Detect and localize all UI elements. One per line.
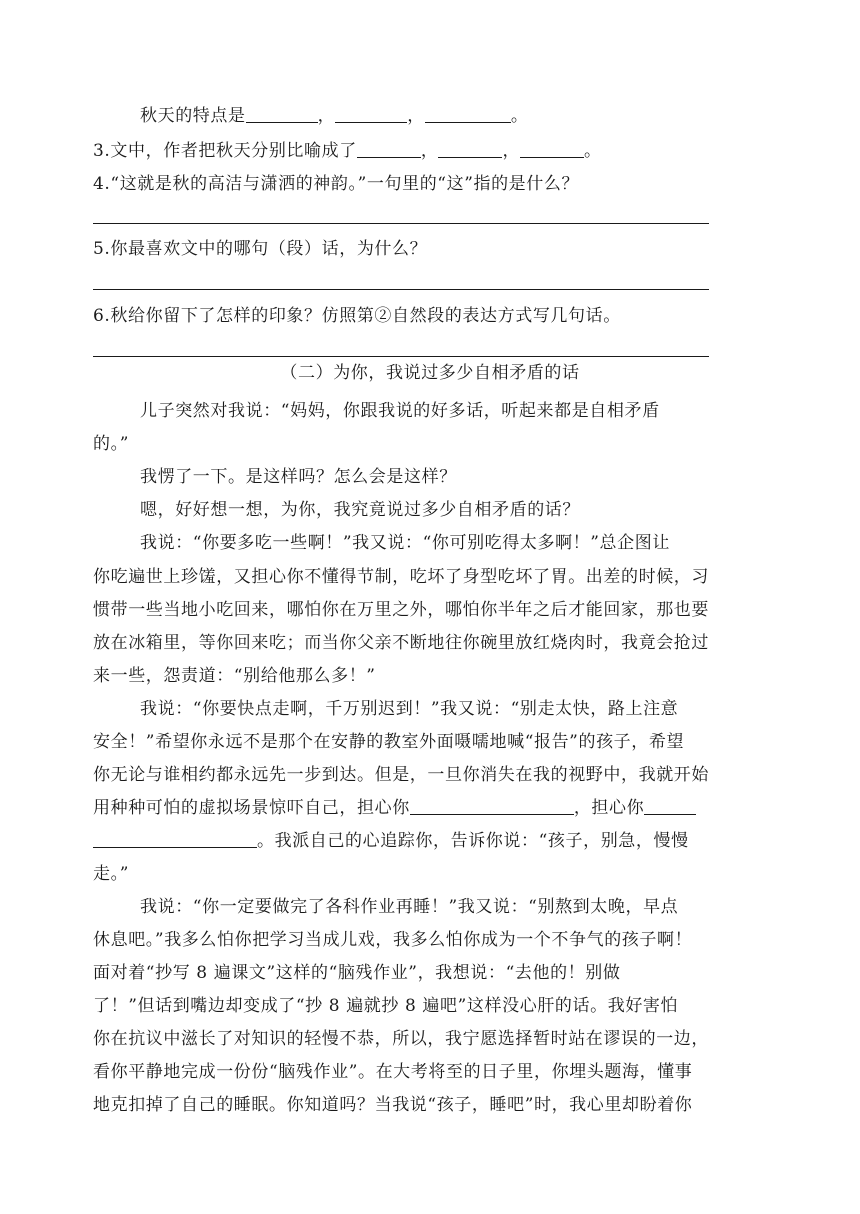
passage-line: 的。” bbox=[93, 434, 129, 454]
separator: ， bbox=[317, 106, 336, 126]
passage-line: 看你平静地完成一份份“脑残作业”。在大考将至的日子里，你埋头题海，懂事 bbox=[93, 1062, 693, 1082]
passage-text: ，担心你 bbox=[573, 798, 645, 818]
passage-line: 地克扣掉了自己的睡眠。你知道吗？当我说“孩子，睡吧”时，我心里却盼着你 bbox=[93, 1095, 693, 1115]
passage-line: 嗯，好好想一想，为你，我究竟说过多少自相矛盾的话？ bbox=[140, 500, 580, 520]
question-5: 5.你最喜欢文中的哪句（段）话，为什么？ bbox=[93, 239, 428, 259]
answer-blank[interactable] bbox=[425, 106, 511, 123]
q2-prefix: 秋天的特点是 bbox=[140, 106, 246, 126]
passage-line: 你无论与谁相约都永远先一步到达。但是，一旦你消失在我的视野中，我就开始 bbox=[93, 765, 709, 785]
question-4: 4.“这就是秋的高洁与潇洒的神韵。”一句里的“这”指的是什么？ bbox=[93, 174, 580, 194]
passage-line: 你在抗议中滋长了对知识的轻慢不恭，所以，我宁愿选择暂时站在谬误的一边， bbox=[93, 1029, 709, 1049]
passage-text: 。我派自己的心追踪你，告诉你说：“孩子，别急，慢慢 bbox=[257, 831, 689, 851]
section-title: （二）为你，我说过多少自相矛盾的话 bbox=[280, 363, 580, 383]
passage-line: 走。” bbox=[93, 864, 129, 884]
answer-blank[interactable] bbox=[410, 798, 574, 815]
answer-line-q4[interactable] bbox=[93, 223, 709, 224]
answer-blank[interactable] bbox=[246, 106, 318, 123]
separator: ， bbox=[420, 141, 439, 161]
answer-blank[interactable] bbox=[93, 831, 257, 848]
passage-line: 安全！”希望你永远不是那个在安静的教室外面嗫嚅地喊“报告”的孩子，希望 bbox=[93, 732, 685, 752]
answer-line-q6[interactable] bbox=[93, 356, 709, 357]
period: 。 bbox=[584, 141, 602, 161]
question-3 bbox=[93, 140, 768, 162]
question-2-fill-line bbox=[140, 105, 815, 127]
question-6: 6.秋给你留下了怎样的印象？仿照第②自然段的表达方式写几句话。 bbox=[93, 306, 621, 326]
passage-line: 休息吧。”我多么怕你把学习当成儿戏，我多么怕你成为一个不争气的孩子啊！ bbox=[93, 930, 693, 950]
passage-line: 放在冰箱里，等你回来吃；而当你父亲不断地往你碗里放红烧肉时，我竟会抢过 bbox=[93, 633, 709, 653]
passage-line: 面对着“抄写 8 遍课文”这样的“脑残作业”，我想说：“去他的！别做 bbox=[93, 963, 621, 983]
passage-text: 用种种可怕的虚拟场景惊吓自己，担心你 bbox=[93, 798, 410, 818]
passage-line: 来一些，怨责道：“别给他那么多！” bbox=[93, 666, 376, 686]
answer-blank[interactable] bbox=[335, 106, 407, 123]
period: 。 bbox=[510, 106, 529, 126]
passage-line-with-blank bbox=[93, 830, 768, 852]
answer-blank[interactable] bbox=[438, 141, 502, 158]
passage-line-with-blanks bbox=[93, 797, 768, 819]
passage-line: 了！”但话到嘴边却变成了“抄 8 遍就抄 8 遍吧”这样没心肝的话。我好害怕 bbox=[93, 996, 679, 1016]
passage-line: 我愣了一下。是这样吗？怎么会是这样？ bbox=[140, 467, 457, 487]
passage-line: 我说：“你要快点走啊，千万别迟到！”我又说：“别走太快，路上注意 bbox=[140, 699, 679, 719]
q3-prefix: 3.文中，作者把秋天分别比喻成了 bbox=[93, 141, 357, 161]
answer-blank[interactable] bbox=[520, 141, 584, 158]
answer-blank[interactable] bbox=[644, 798, 696, 815]
passage-line: 你吃遍世上珍馐，又担心你不懂得节制，吃坏了身型吃坏了胃。出差的时候，习 bbox=[93, 567, 709, 587]
answer-line-q5[interactable] bbox=[93, 289, 709, 290]
separator: ， bbox=[502, 141, 521, 161]
passage-line: 惯带一些当地小吃回来，哪怕你在万里之外，哪怕你半年之后才能回家，那也要 bbox=[93, 600, 709, 620]
answer-blank[interactable] bbox=[357, 141, 421, 158]
separator: ， bbox=[407, 106, 425, 126]
passage-line: 我说：“你要多吃一些啊！”我又说：“你可别吃得太多啊！”总企图让 bbox=[140, 533, 670, 553]
passage-line: 我说：“你一定要做完了各科作业再睡！”我又说：“别熬到太晚，早点 bbox=[140, 897, 679, 917]
passage-line: 儿子突然对我说：“妈妈，你跟我说的好多话，听起来都是自相矛盾 bbox=[140, 401, 660, 421]
